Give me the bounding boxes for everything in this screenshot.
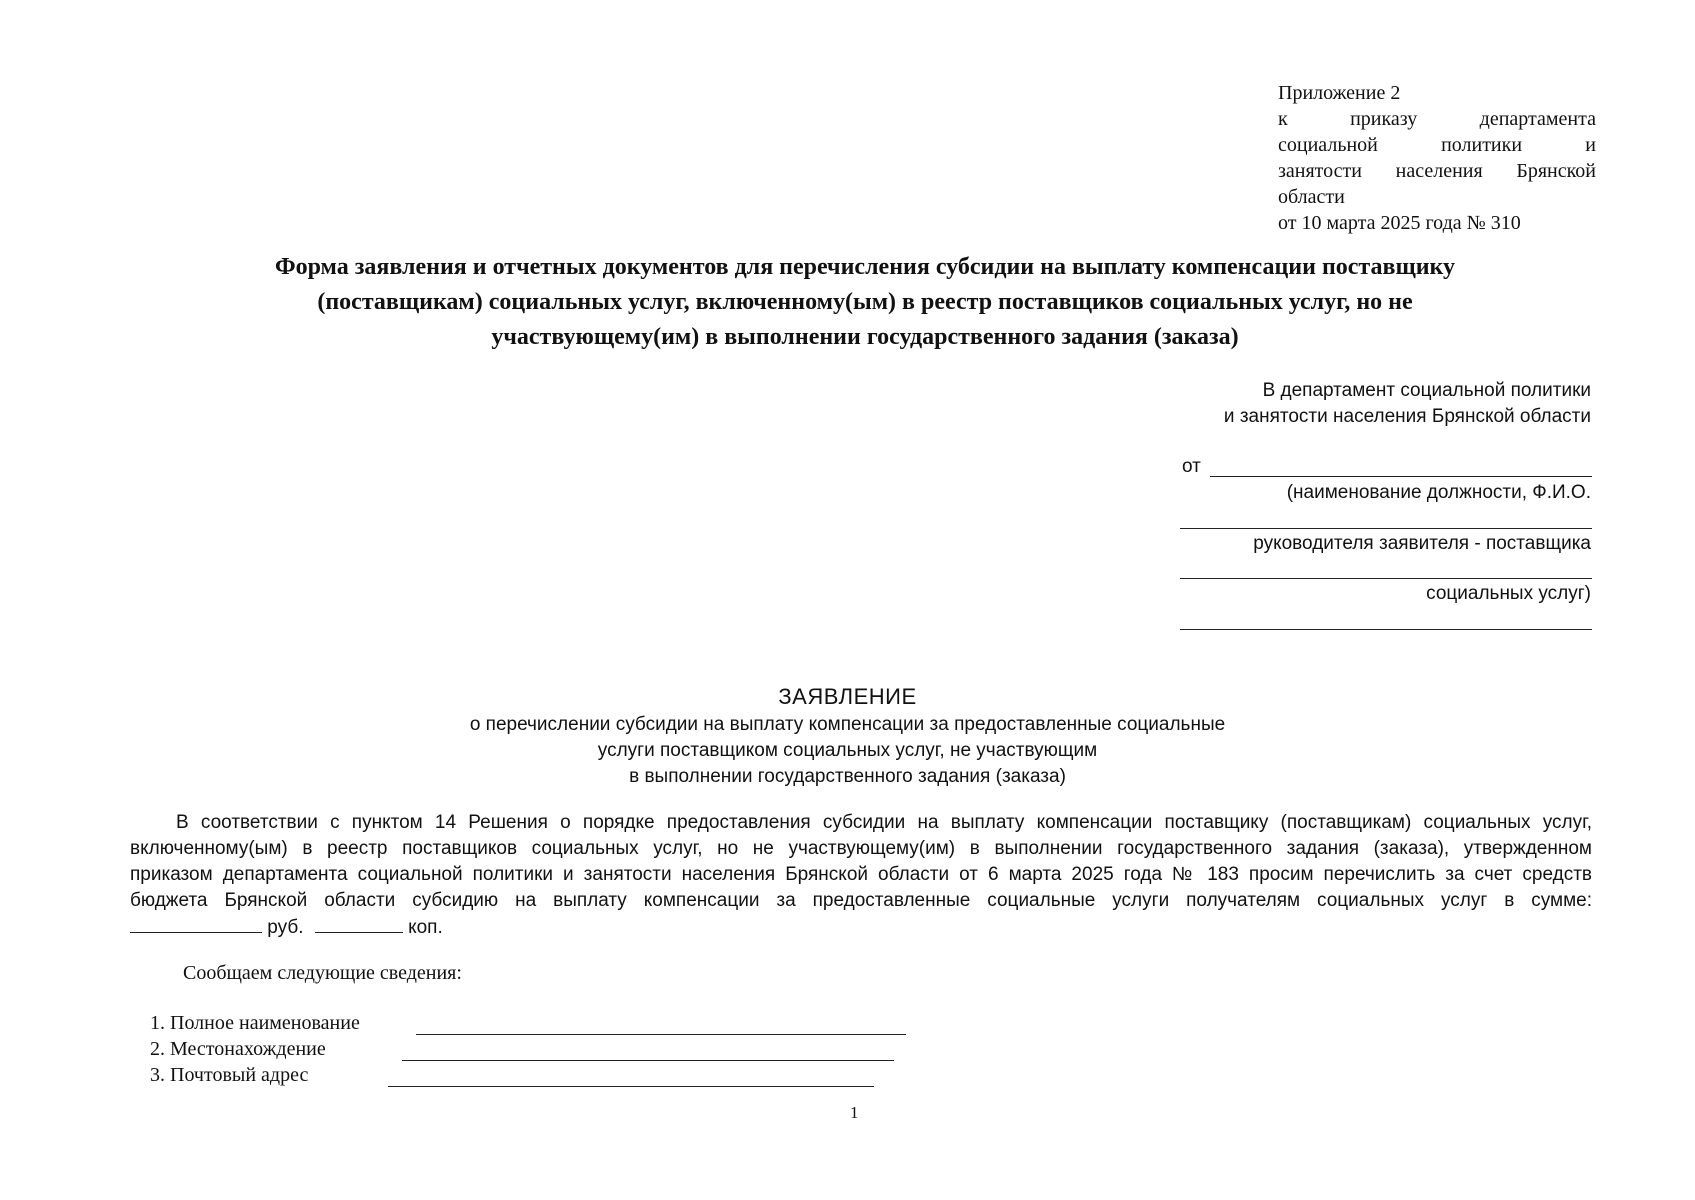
statement-heading: ЗАЯВЛЕНИЕ	[778, 684, 917, 709]
full-name-label: 1. Полное наименование	[150, 1012, 360, 1034]
title-line-3: участвующему(им) в выполнении государственного задания (заказа)	[491, 324, 1239, 350]
head-applicant-caption: руководителя заявителя - поставщика	[1253, 533, 1591, 554]
body-line-3: приказом департамента социальной политики и занятости населения Брянской области от 6 марта 2025 года № 183 просим перечислить за счет средств	[130, 864, 1592, 885]
statement-sub-3: в выполнении государственного задания (заказа)	[629, 766, 1066, 787]
kop-label: коп.	[408, 917, 443, 938]
location-label: 2. Местонахождение	[150, 1038, 326, 1060]
full-name-blank-line[interactable]	[416, 1034, 906, 1035]
applicant-blank-line-1[interactable]	[1180, 528, 1592, 529]
appendix-line-2: к приказу департамента	[1278, 108, 1596, 130]
addressee-line-1: В департамент социальной политики	[1262, 380, 1591, 401]
list-item	[150, 1062, 360, 1088]
amount-line	[130, 914, 1592, 941]
body-line-1: В соответствии с пунктом 14 Решения о порядке предоставления субсидии на выплату компенсации поставщику (поставщикам) социальных услуг,	[176, 812, 1592, 833]
applicant-blank-line-3[interactable]	[1180, 629, 1592, 630]
from-row	[1182, 456, 1592, 484]
title-line-2: (поставщикам) социальных услуг, включенному(ым) в реестр поставщиков социальных услуг, но не	[317, 289, 1413, 315]
kopecks-blank[interactable]	[315, 914, 403, 933]
statement-heading-block	[0, 684, 1695, 790]
location-blank-line[interactable]	[402, 1060, 894, 1061]
title-line-1: Форма заявления и отчетных документов для перечисления субсидии на выплату компенсации поставщику	[274, 254, 1456, 280]
list-item	[150, 1036, 360, 1062]
postal-address-blank-line[interactable]	[388, 1086, 874, 1087]
position-name-caption: (наименование должности, Ф.И.О.	[1286, 482, 1591, 503]
social-services-caption: социальных услуг)	[1426, 583, 1591, 604]
rubles-blank[interactable]	[130, 914, 262, 933]
statement-sub-1: о перечислении субсидии на выплату компенсации за предоставленные социальные	[469, 714, 1226, 735]
appendix-line-3: социальной политики и	[1278, 134, 1596, 156]
statement-body	[130, 810, 1592, 941]
body-line-4: бюджета Брянской области субсидию на выплату компенсации за предоставленные социальные услуги получателям социальных услуг в сумме:	[130, 890, 1592, 911]
page-number: 1	[850, 1103, 859, 1122]
postal-address-label: 3. Почтовый адрес	[150, 1064, 309, 1086]
from-label: от	[1182, 456, 1201, 477]
appendix-number: Приложение 2	[1278, 82, 1401, 104]
statement-subtitle	[0, 712, 1695, 790]
addressee-line-2: и занятости населения Брянской области	[1223, 406, 1591, 427]
appendix-block	[1278, 80, 1596, 236]
list-item	[150, 1010, 360, 1036]
statement-sub-2: услуги поставщиком социальных услуг, не участвующим	[597, 740, 1098, 761]
appendix-line-5: области	[1278, 186, 1345, 208]
document-title	[150, 250, 1580, 355]
applicant-blank-line-2[interactable]	[1180, 578, 1592, 579]
rub-label: руб.	[267, 917, 304, 938]
info-list	[150, 1010, 360, 1088]
appendix-line-4: занятости населения Брянской	[1278, 160, 1596, 182]
addressee-block	[1091, 378, 1591, 430]
from-blank-line[interactable]	[1210, 476, 1592, 477]
info-intro: Сообщаем следующие сведения:	[183, 962, 462, 984]
appendix-date: от 10 марта 2025 года № 310	[1278, 212, 1521, 234]
body-line-2: включенному(ым) в реестр поставщиков социальных услуг, но не участвующему(им) в выполнении государственного задания (заказа), утвержденном	[130, 838, 1592, 859]
